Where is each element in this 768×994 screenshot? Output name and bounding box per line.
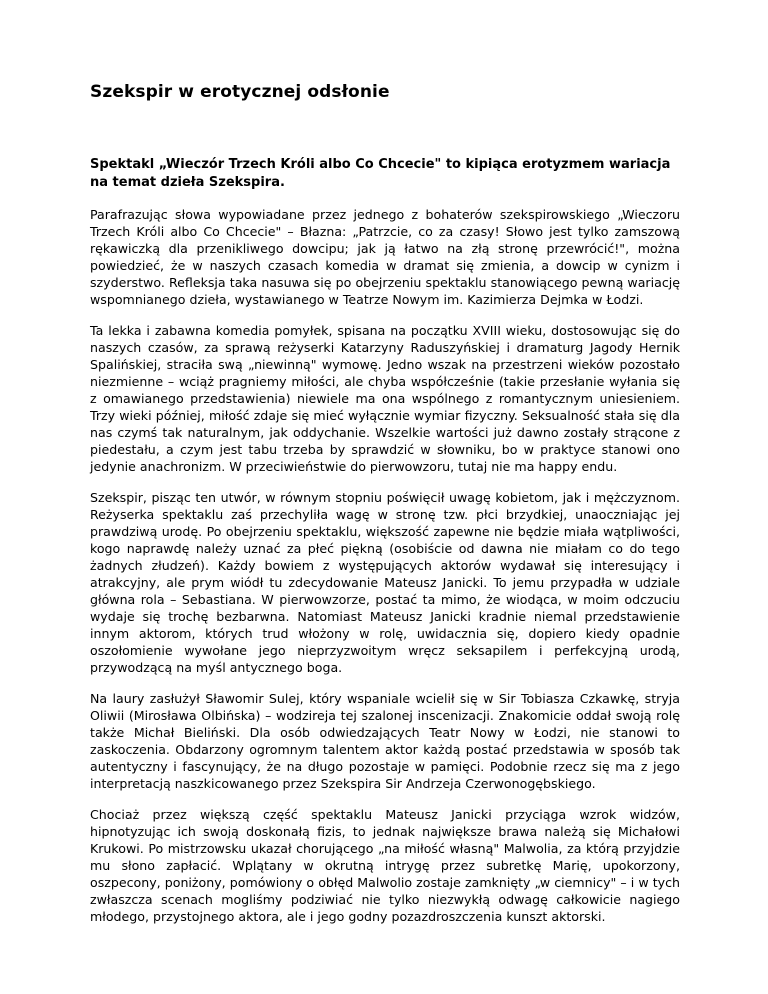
paragraph-3: Szekspir, pisząc ten utwór, w równym stopniu poświęcił uwagę kobietom, jak i mężczyznom. Reżyserka spektaklu zaś przechyliła wagę w stronę tzw. płci brzydkiej, unaoczniając jej prawdziwą urodę. Po obejrzeniu spektaklu, większość zapewne nie będzie miała wątpliwości, kogo naprawdę należy uznać za płeć piękną (osobiście od dawna nie miałam co do tego żadnych złudzeń). Każdy bowiem z występujących aktorów wydawał się interesujący i atrakcyjny, ale prym wiódł tu zdecydowanie Mateusz Janicki. To jemu przypadła w udziale główna rola – Sebastiana. W pierwowzorze, postać ta mimo, że wiodąca, w moim odczuciu wydaje się trochę bezbarwna. Natomiast Mateusz Janicki kradnie niemal przedstawienie innym aktorom, których trud włożony w rolę, uwidacznia się, dopiero kiedy opadnie oszołomienie wywołane jego nieprzyzwoitym wręcz seksapilem i perfekcyjną urodą, przywodzącą na myśl antycznego boga. xyxy=(90,490,680,675)
paragraph-5: Chociaż przez większą część spektaklu Mateusz Janicki przyciąga wzrok widzów, hipnotyzując ich swoją doskonałą fizis, to jednak największe brawa należą się Michałowi Krukowi. Po mistrzowsku ukazał chorującego „na miłość własną" Malwolia, za którą przyjdzie mu słono zapłacić. Wplątany w okrutną intrygę przez subretkę Marię, upokorzony, oszpecony, poniżony, pomówiony o obłęd Malwolio zostaje zamknięty „w ciemnicy" – i w tych zwłaszcza scenach mogliśmy podziwiać nie tylko niezwykłą odwagę całkowicie nagiego młodego, przystojnego aktora, ale i jego godny pozazdroszczenia kunszt aktorski. xyxy=(90,807,680,924)
paragraph-4: Na laury zasłużył Sławomir Sulej, który wspaniale wcielił się w Sir Tobiasza Czkawkę, stryja Oliwii (Mirosława Olbińska) – wodzireja tej szalonej inscenizacji. Znakomicie oddał swoją rolę także Michał Bieliński. Dla osób odwiedzających Teatr Nowy w Łodzi, nie stanowi to zaskoczenia. Obdarzony ogromnym talentem aktor każdą postać przedstawia w sposób tak autentyczny i fascynujący, że na długo pozostaje w pamięci. Podobnie rzecz się ma z jego interpretacją naszkicowanego przez Szekspira Sir Andrzeja Czerwonogębskiego. xyxy=(90,691,680,791)
article-title: Szekspir w erotycznej odsłonie xyxy=(90,82,390,102)
paragraph-2: Ta lekka i zabawna komedia pomyłek, spisana na początku XVIII wieku, dostosowując się do naszych czasów, za sprawą reżyserki Katarzyny Raduszyńskiej i dramaturg Jagody Hernik Spalińskiej, straciła swą „niewinną" wymowę. Jedno wszak na przestrzeni wieków pozostało niezmienne – wciąż pragniemy miłości, ale chyba współcześnie (takie przesłanie wyłania się z omawianego przedstawienia) niewiele ma ona wspólnego z romantycznym uniesieniem. Trzy wieki później, miłość zdaje się mieć wyłącznie wymiar fizyczny. Seksualność stała się dla nas czymś tak naturalnym, jak oddychanie. Wszelkie wartości już dawno zostały strącone z piedestału, a czym jest tabu trzeba by sprawdzić w słowniku, bo w praktyce stanowi ono jedynie anachronizm. W przeciwieństwie do pierwowzoru, tutaj nie ma happy endu. xyxy=(90,323,680,474)
article-lead: Spektakl „Wieczór Trzech Króli albo Co Chcecie" to kipiąca erotyzmem wariacja na temat dzieła Szekspira. xyxy=(90,157,671,190)
paragraph-1: Parafrazując słowa wypowiadane przez jednego z bohaterów szekspirowskiego „Wieczoru Trzech Króli albo Co Chcecie" – Błazna: „Patrzcie, co za czasy! Słowo jest tylko zamszową rękawiczką dla przenikliwego dowcipu; jak ją łatwo na złą stronę przewrócić!", można powiedzieć, że w naszych czasach komedia w dramat się zmienia, a dowcip w cynizm i szyderstwo. Refleksja taka nasuwa się po obejrzeniu spektaklu stanowiącego pewną wariację wspomnianego dzieła, wystawianego w Teatrze Nowym im. Kazimierza Dejmka w Łodzi. xyxy=(90,207,680,307)
